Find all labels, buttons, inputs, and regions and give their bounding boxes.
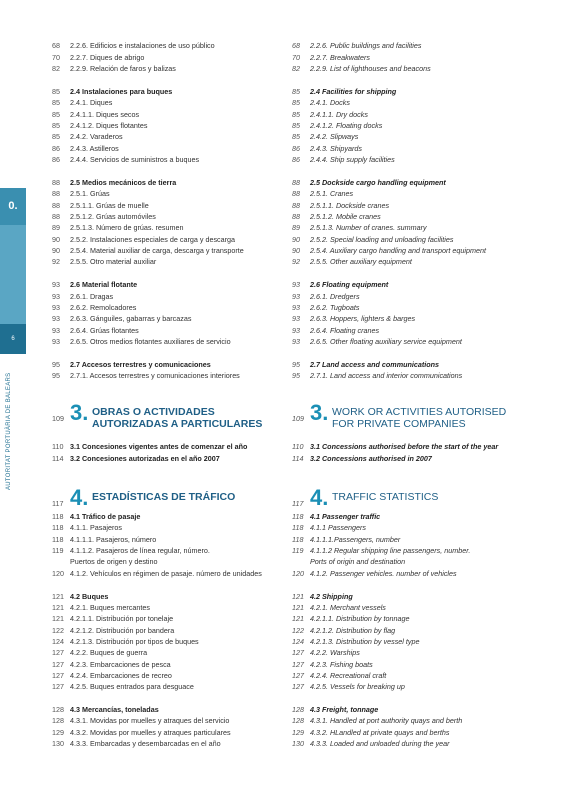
toc-page-number: 118 bbox=[52, 512, 64, 521]
toc-page-number: 93 bbox=[52, 280, 60, 289]
toc-entry-title: 2.5.2. Instalaciones especiales de carga y descarga bbox=[70, 235, 236, 244]
toc-entry-title: 2.6.2. Tugboats bbox=[310, 303, 360, 312]
toc-page-number: 92 bbox=[292, 257, 300, 266]
toc-page-number: 85 bbox=[292, 87, 300, 96]
toc-page-number: 88 bbox=[292, 189, 300, 198]
toc-page-number: 88 bbox=[292, 178, 300, 187]
toc-entry-title: 2.5.1. Cranes bbox=[310, 189, 354, 198]
toc-page-number: 118 bbox=[52, 535, 64, 544]
toc-entry-title: 2.6 Floating equipment bbox=[310, 280, 389, 289]
toc-entry-title: 2.4 Facilities for shipping bbox=[310, 87, 397, 96]
toc-entry-title: 2.4.1. Docks bbox=[310, 98, 350, 107]
toc-entry-title: 4.1.2. Passenger vehicles. number of vehicles bbox=[310, 569, 457, 578]
toc-entry-title: 2.2.7. Breakwaters bbox=[310, 53, 370, 62]
sidebar bbox=[0, 0, 26, 800]
toc-page-number: 121 bbox=[292, 603, 304, 612]
toc-page-number: 88 bbox=[52, 178, 60, 187]
toc-page-number: 93 bbox=[292, 280, 300, 289]
toc-entry-title: 2.4.3. Astilleros bbox=[70, 144, 119, 153]
section-number-tab: 0. bbox=[0, 188, 26, 225]
toc-entry-title: 4.1 Passenger traffic bbox=[310, 512, 381, 521]
toc-page-number: 70 bbox=[52, 53, 60, 62]
toc-entry-title: 2.5.5. Otro material auxiliar bbox=[70, 257, 157, 266]
toc-page-number: 118 bbox=[292, 523, 304, 532]
toc-page-number: 129 bbox=[292, 728, 304, 737]
toc-page-number: 86 bbox=[292, 144, 300, 153]
toc-entry-title: 4.3.3. Loaded and unloaded during the year bbox=[310, 739, 450, 748]
toc-page-number: 88 bbox=[292, 212, 300, 221]
chapter-page-number: 117 bbox=[292, 499, 304, 508]
chapter-page-number: 109 bbox=[52, 414, 64, 423]
toc-page-number: 95 bbox=[292, 371, 300, 380]
toc-entry-title: 4.2.1.1. Distribución por tonelaje bbox=[70, 614, 174, 623]
chapter-number: 4. bbox=[70, 485, 89, 510]
toc-entry-title: 2.2.9. Relación de faros y balizas bbox=[70, 64, 176, 73]
toc-page-number: 88 bbox=[52, 201, 60, 210]
page-number: 6 bbox=[0, 324, 26, 354]
toc-page-number: 120 bbox=[52, 569, 64, 578]
toc-page-number: 121 bbox=[292, 592, 304, 601]
toc-page-number: 95 bbox=[52, 371, 60, 380]
toc-page-number: 85 bbox=[52, 121, 60, 130]
toc-page-number: 130 bbox=[52, 739, 64, 748]
toc-entry-title: 4.2.2. Buques de guerra bbox=[70, 648, 148, 657]
toc-entry-title: 2.6 Material flotante bbox=[70, 280, 138, 289]
toc-entry-title: 3.2 Concessions authorised in 2007 bbox=[310, 454, 432, 463]
toc-page-number: 68 bbox=[52, 41, 60, 50]
toc-page-number: 89 bbox=[52, 223, 60, 232]
toc-page-number: 95 bbox=[52, 360, 60, 369]
toc-entry-title: 4.1.1.2 Regular shipping line passengers, number. bbox=[310, 546, 471, 555]
toc-entry-title: 2.4.1.2. Diques flotantes bbox=[70, 121, 148, 130]
toc-entry-title: 2.4.1.1. Dry docks bbox=[310, 110, 368, 119]
chapter-title-line-2: AUTORIZADAS A PARTICULARES bbox=[92, 418, 263, 430]
toc-page-number: 95 bbox=[292, 360, 300, 369]
toc-page-number: 93 bbox=[292, 303, 300, 312]
chapter-title-line-1: ESTADÍSTICAS DE TRÁFICO bbox=[92, 491, 236, 503]
toc-entry-title: 2.5 Dockside cargo handling equipment bbox=[310, 178, 446, 187]
toc-page-number: 127 bbox=[292, 671, 304, 680]
toc-entry-title: 2.6.1. Dragas bbox=[70, 292, 114, 301]
toc-entry-title: 2.5.5. Other auxiliary equipment bbox=[310, 257, 412, 266]
toc-entry-title: 4.2 Buques bbox=[70, 592, 109, 601]
toc-page-number: 122 bbox=[292, 626, 304, 635]
toc-entry-title: 2.5.1.1. Dockside cranes bbox=[310, 201, 390, 210]
toc-page-number: 88 bbox=[292, 201, 300, 210]
toc-entry-title: 2.5.1.3. Number of cranes. summary bbox=[310, 223, 427, 232]
toc-entry-title: 4.1.1 Passengers bbox=[310, 523, 366, 532]
toc-page-number: 89 bbox=[292, 223, 300, 232]
toc-page-number: 128 bbox=[292, 705, 304, 714]
chapter-number: 4. bbox=[310, 485, 329, 510]
toc-entry-title: 4.1 Tráfico de pasaje bbox=[70, 512, 141, 521]
toc-entry-title: 4.1.1. Pasajeros bbox=[70, 523, 122, 532]
toc-entry-title: 3.1 Concesiones vigentes antes de comenzar el año bbox=[70, 442, 248, 451]
chapter-page-number: 117 bbox=[52, 499, 64, 508]
toc-entry-title: 2.7 Land access and communications bbox=[310, 360, 440, 369]
toc-page-number: 85 bbox=[52, 110, 60, 119]
toc-page-number: 85 bbox=[292, 132, 300, 141]
toc-entry-title: 4.2.1.3. Distribución por tipos de buques bbox=[70, 637, 199, 646]
toc-page-number: 110 bbox=[292, 442, 304, 451]
toc-entry-title: 2.2.9. List of lighthouses and beacons bbox=[310, 64, 431, 73]
toc-page-number: 127 bbox=[52, 682, 64, 691]
toc-page-number: 120 bbox=[292, 569, 304, 578]
toc-entry-title: 2.4.3. Shipyards bbox=[310, 144, 362, 153]
toc-page-number: 128 bbox=[52, 716, 64, 725]
toc-page-number: 114 bbox=[52, 454, 64, 463]
chapter-title-line-1: WORK OR ACTIVITIES AUTORISED bbox=[332, 406, 507, 418]
toc-page-number: 93 bbox=[292, 337, 300, 346]
toc-entry-title: 4.2.4. Embarcaciones de recreo bbox=[70, 671, 172, 680]
toc-entry-title: 2.6.1. Dredgers bbox=[310, 292, 360, 301]
toc-entry-title: 2.5 Medios mecánicos de tierra bbox=[70, 178, 177, 187]
toc-entry-title: 4.3.1. Handled at port authority quays and berth bbox=[310, 716, 463, 725]
toc-entry-title: 4.2 Shipping bbox=[310, 592, 353, 601]
toc-page-number: 130 bbox=[292, 739, 304, 748]
toc-entry-title: 2.6.5. Otros medios flotantes auxiliares de servicio bbox=[70, 337, 231, 346]
toc-page-number: 86 bbox=[52, 155, 60, 164]
toc-page-number: 127 bbox=[52, 648, 64, 657]
toc-entry-title: 2.6.3. Gánguiles, gabarras y barcazas bbox=[70, 314, 192, 323]
toc-page-number: 93 bbox=[52, 314, 60, 323]
toc-page-number: 85 bbox=[52, 132, 60, 141]
section-color-band bbox=[0, 225, 26, 324]
toc-entry-title: 2.5.1.2. Grúas automóviles bbox=[70, 212, 156, 221]
chapter-number: 3. bbox=[70, 400, 89, 425]
toc-entry-title: 4.3.2. Movidas por muelles y atraques particulares bbox=[70, 728, 231, 737]
toc-page-number: 90 bbox=[52, 246, 60, 255]
toc-entry-title: 2.4.2. Varaderos bbox=[70, 132, 123, 141]
toc-entry-title: 4.2.2. Warships bbox=[310, 648, 360, 657]
toc-entry-title: 2.4.4. Ship supply facilities bbox=[310, 155, 395, 164]
toc-page-number: 121 bbox=[292, 614, 304, 623]
toc-page-number: 121 bbox=[52, 603, 64, 612]
toc-page-number: 86 bbox=[52, 144, 60, 153]
toc-page-number: 82 bbox=[292, 64, 300, 73]
toc-entry-title: 2.4.1.1. Diques secos bbox=[70, 110, 140, 119]
toc-entry-title: 4.2.3. Embarcaciones de pesca bbox=[70, 660, 171, 669]
toc-page-number: 127 bbox=[292, 648, 304, 657]
toc-entry-title: 2.4.4. Servicios de suministros a buques bbox=[70, 155, 200, 164]
toc-entry-title: 4.3 Mercancías, toneladas bbox=[70, 705, 159, 714]
toc-page-number: 121 bbox=[52, 614, 64, 623]
toc-page-number: 124 bbox=[52, 637, 64, 646]
toc-page-number: 127 bbox=[292, 682, 304, 691]
toc-entry-title: 2.4 Instalaciones para buques bbox=[70, 87, 173, 96]
toc-entry-title: 2.5.1. Grúas bbox=[70, 189, 110, 198]
chapter-title bbox=[92, 491, 235, 503]
toc-page-number: 119 bbox=[52, 546, 64, 555]
toc-page-number: 68 bbox=[292, 41, 300, 50]
toc-page-number: 129 bbox=[52, 728, 64, 737]
toc-page-number: 85 bbox=[52, 98, 60, 107]
toc-entry-title: 4.2.1.3. Distribution by vessel type bbox=[310, 637, 420, 646]
toc-entry-title: 2.6.4. Floating cranes bbox=[310, 326, 380, 335]
toc-entry-title: 2.5.1.1. Grúas de muelle bbox=[70, 201, 149, 210]
toc-entry-title: 2.5.4. Material auxiliar de carga, descarga y transporte bbox=[70, 246, 244, 255]
toc-entry-title: 4.2.5. Vessels for breaking up bbox=[310, 682, 405, 691]
toc-entry-title: 2.5.1.3. Número de grúas. resumen bbox=[70, 223, 184, 232]
toc-page-number: 93 bbox=[292, 292, 300, 301]
toc-entry-title: 4.1.2. Vehículos en régimen de pasaje. número de unidades bbox=[70, 569, 262, 578]
toc-entry-title: Ports of origin and destination bbox=[310, 557, 406, 566]
toc-page-number: 82 bbox=[52, 64, 60, 73]
toc-entry-title: 4.2.1.1. Distribution by tonnage bbox=[310, 614, 410, 623]
toc-page-number: 121 bbox=[52, 592, 64, 601]
toc-page-number: 90 bbox=[52, 235, 60, 244]
toc-page-number: 92 bbox=[52, 257, 60, 266]
toc-page-number: 110 bbox=[52, 442, 64, 451]
toc-entry-title: 2.6.2. Remolcadores bbox=[70, 303, 137, 312]
toc-page-number: 128 bbox=[292, 716, 304, 725]
toc-entry-title: 4.2.1. Merchant vessels bbox=[310, 603, 386, 612]
toc-page-number: 122 bbox=[52, 626, 64, 635]
toc-page-number: 85 bbox=[292, 121, 300, 130]
chapter-title bbox=[332, 406, 506, 430]
chapter-page-number: 109 bbox=[292, 414, 304, 423]
toc-entry-title: 2.7.1. Land access and interior communications bbox=[310, 371, 463, 380]
toc-page-number: 88 bbox=[52, 189, 60, 198]
toc-page-number: 114 bbox=[292, 454, 304, 463]
toc-entry-title: 2.2.6. Edificios e instalaciones de uso público bbox=[70, 41, 215, 50]
toc-entry-title: 2.6.4. Grúas flotantes bbox=[70, 326, 139, 335]
toc-page-number: 86 bbox=[292, 155, 300, 164]
toc-entry-title: 4.3.2. HLandled at private quays and berths bbox=[310, 728, 450, 737]
toc-entry-title: 4.2.1.2. Distribución por bandera bbox=[70, 626, 175, 635]
toc-page-number: 118 bbox=[292, 512, 304, 521]
toc-page-number: 90 bbox=[292, 246, 300, 255]
toc-entry-title: 4.2.5. Buques entrados para desguace bbox=[70, 682, 194, 691]
toc-entry-title: 2.5.1.2. Mobile cranes bbox=[310, 212, 381, 221]
toc-entry-title: 2.6.3. Hoppers, lighters & barges bbox=[310, 314, 416, 323]
toc-page-number: 127 bbox=[292, 660, 304, 669]
toc-page-number: 93 bbox=[292, 326, 300, 335]
toc-entry-title: 2.4.2. Slipways bbox=[310, 132, 359, 141]
toc-entry-title: 4.3 Freight, tonnage bbox=[310, 705, 379, 714]
toc-page-number: 128 bbox=[52, 705, 64, 714]
toc-page-number: 118 bbox=[292, 535, 304, 544]
toc-entry-title: 2.7 Accesos terrestres y comunicaciones bbox=[70, 360, 211, 369]
toc-entry-title: 3.1 Concessions authorised before the start of the year bbox=[310, 442, 499, 451]
toc-page-number: 119 bbox=[292, 546, 304, 555]
toc-entry-title: 2.6.5. Other floating auxiliary service equipment bbox=[310, 337, 462, 346]
toc-page-number: 90 bbox=[292, 235, 300, 244]
chapter-title bbox=[332, 491, 438, 503]
toc-entry-title: 4.2.1.2. Distribution by flag bbox=[310, 626, 396, 635]
chapter-title-line-1: TRAFFIC STATISTICS bbox=[332, 491, 439, 503]
toc-entry-title: 2.2.6. Public buildings and facilities bbox=[310, 41, 422, 50]
toc-entry-title: 2.7.1. Accesos terrestres y comunicaciones interiores bbox=[70, 371, 240, 380]
toc-entry-title: 4.3.3. Embarcadas y desembarcadas en el año bbox=[70, 739, 221, 748]
toc-entry-title: 4.2.4. Recreational craft bbox=[310, 671, 387, 680]
chapter-number: 3. bbox=[310, 400, 329, 425]
toc-entry-title: Puertos de origen y destino bbox=[70, 557, 158, 566]
toc-page-number: 118 bbox=[52, 523, 64, 532]
toc-entry-title: 4.1.1.2. Pasajeros de línea regular, número. bbox=[70, 546, 210, 555]
toc-entry-title: 4.1.1.1.Passengers, number bbox=[310, 535, 401, 544]
toc-entry-title: 2.2.7. Diques de abrigo bbox=[70, 53, 145, 62]
toc-entry-title: 2.5.2. Special loading and unloading facilities bbox=[310, 235, 454, 244]
toc-entry-title: 3.2 Concesiones autorizadas en el año 2007 bbox=[70, 454, 220, 463]
chapter-title-line-2: FOR PRIVATE COMPANIES bbox=[332, 418, 466, 430]
toc-entry-title: 2.4.1.2. Floating docks bbox=[310, 121, 383, 130]
toc-page-number: 93 bbox=[52, 326, 60, 335]
toc-page-number: 85 bbox=[52, 87, 60, 96]
toc-entry-title: 4.2.3. Fishing boats bbox=[310, 660, 373, 669]
toc-page-number: 127 bbox=[52, 671, 64, 680]
toc-entry-title: 4.3.1. Movidas por muelles y atraques del servicio bbox=[70, 716, 230, 725]
chapter-title-line-1: OBRAS O ACTIVIDADES bbox=[92, 406, 215, 418]
toc-page-number: 93 bbox=[52, 337, 60, 346]
publisher-name: AUTORITAT PORTUÀRIA DE BALEARS bbox=[6, 372, 12, 490]
toc-page-number: 70 bbox=[292, 53, 300, 62]
chapter-title bbox=[92, 406, 262, 430]
toc-page-number: 85 bbox=[292, 98, 300, 107]
toc-entry-title: 4.1.1.1. Pasajeros, número bbox=[70, 535, 157, 544]
toc-entry-title: 2.5.4. Auxiliary cargo handling and transport equipment bbox=[310, 246, 486, 255]
toc-page-number: 88 bbox=[52, 212, 60, 221]
toc-page-number: 93 bbox=[292, 314, 300, 323]
toc-page-number: 93 bbox=[52, 303, 60, 312]
toc-page-number: 124 bbox=[292, 637, 304, 646]
toc-entry-title: 4.2.1. Buques mercantes bbox=[70, 603, 150, 612]
toc-page-number: 85 bbox=[292, 110, 300, 119]
toc-page-number: 127 bbox=[52, 660, 64, 669]
toc-page-number: 93 bbox=[52, 292, 60, 301]
toc-entry-title: 2.4.1. Diques bbox=[70, 98, 113, 107]
